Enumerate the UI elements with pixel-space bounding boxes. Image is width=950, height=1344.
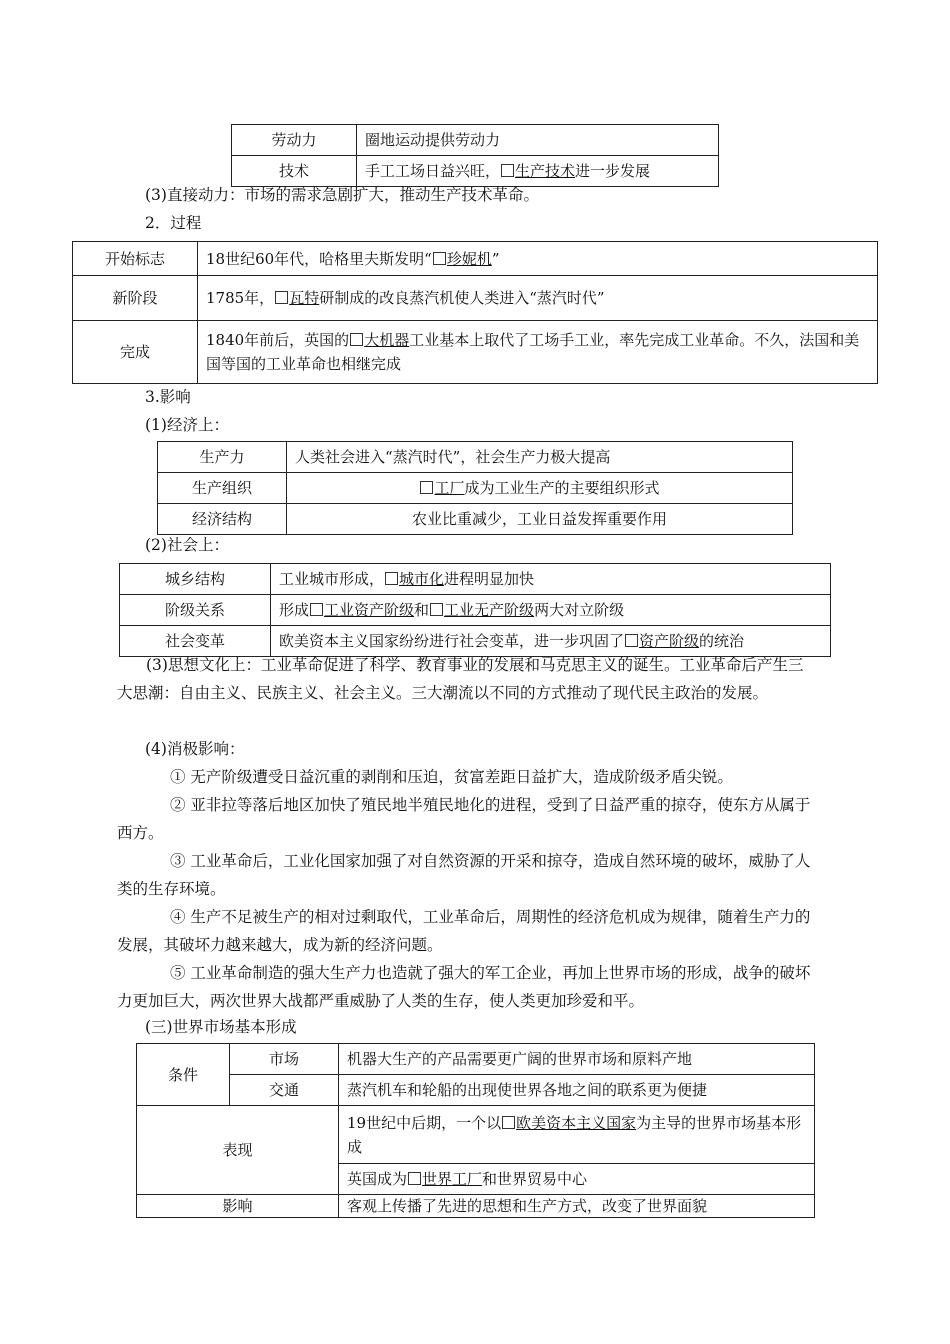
cell-label: 技术 — [232, 156, 357, 187]
cell-label: 经济结构 — [158, 504, 287, 535]
answer-blank: 生产技术 — [515, 162, 576, 180]
negative-item: ④ 生产不足被生产的相对过剩取代，工业革命后，周期性的经济危机成为规律，随着生产力的发展，其破坏力越来越大，成为新的经济问题。 — [117, 908, 811, 954]
cell-label: 条件 — [137, 1044, 230, 1106]
cell-label: 表现 — [137, 1106, 339, 1195]
heading-economic: (1)经济上： — [145, 416, 229, 434]
table-economic — [157, 441, 793, 535]
cell-content: 1785年， 瓦特研制成的改良蒸汽机使人类进入“蒸汽时代” — [198, 276, 878, 321]
cell-sublabel: 市场 — [230, 1044, 339, 1075]
cell-content: 形成 工业资产阶级和 工业无产阶级两大对立阶级 — [271, 595, 831, 626]
blank-box — [420, 481, 433, 494]
paragraph-culture: (3)思想文化上：工业革命促进了科学、教育事业的发展和马克思主义的诞生。工业革命后产生三大思潮：自由主义、民族主义、社会主义。三大潮流以不同的方式推动了现代民主政治的发展。 — [117, 656, 804, 702]
cell-content: 19世纪中后期，一个以 欧美资本主义国家为主导的世界市场基本形成 — [339, 1106, 815, 1164]
cell-content: 英国成为 世界工厂和世界贸易中心 — [339, 1164, 815, 1195]
blank-box — [430, 603, 443, 616]
cell-content: 工业城市形成， 城市化进程明显加快 — [271, 564, 831, 595]
cell-label: 开始标志 — [73, 242, 198, 276]
cell-label: 城乡结构 — [120, 564, 271, 595]
cell-label: 社会变革 — [120, 626, 271, 657]
answer-blank: 资产阶级 — [639, 632, 700, 650]
blank-box — [433, 252, 446, 265]
cell-sublabel: 交通 — [230, 1075, 339, 1106]
heading-impact: 3.影响 — [145, 388, 191, 406]
answer-blank: 欧美资本主义国家 — [516, 1113, 637, 1132]
blank-box — [385, 572, 398, 585]
cell-content: 欧美资本主义国家纷纷进行社会变革，进一步巩固了 资产阶级的统治 — [271, 626, 831, 657]
negative-item: ⑤ 工业革命制造的强大生产力也造就了强大的军工企业，再加上世界市场的形成，战争的破坏力更加巨大，两次世界大战都严重威胁了人类的生存，使人类更加珍爱和平。 — [117, 964, 811, 1010]
table-world-market — [136, 1043, 815, 1218]
blank-box — [350, 333, 363, 346]
answer-blank: 工业资产阶级 — [324, 601, 415, 619]
table-motivation — [231, 124, 719, 187]
cell-label: 完成 — [73, 321, 198, 384]
cell-content: 圈地运动提供劳动力 — [357, 125, 719, 156]
negative-item: ③ 工业革命后，工业化国家加强了对自然资源的开采和掠夺，造成自然环境的破坏，威胁了人类的生存环境。 — [117, 852, 811, 898]
blank-box — [501, 164, 514, 177]
cell-content: 工厂成为工业生产的主要组织形式 — [287, 473, 793, 504]
cell-label: 新阶段 — [73, 276, 198, 321]
heading-negative: (4)消极影响： — [145, 740, 245, 758]
answer-blank: 珍妮机 — [446, 249, 492, 268]
answer-blank: 世界工厂 — [422, 1170, 483, 1188]
heading-process: 2．过程 — [145, 214, 202, 232]
cell-content: 客观上传播了先进的思想和生产方式，改变了世界面貌 — [339, 1195, 815, 1218]
blank-box — [408, 1172, 421, 1185]
cell-content: 1840年前后，英国的 大机器工业基本上取代了工场手工业，率先完成工业革命。不久，法国和美国等国的工业革命也相继完成 — [198, 321, 878, 384]
answer-blank: 工业无产阶级 — [444, 601, 535, 619]
answer-blank: 城市化 — [399, 570, 445, 588]
negative-item: ① 无产阶级遭受日益沉重的剥削和压迫，贫富差距日益扩大，造成阶级矛盾尖锐。 — [170, 768, 733, 786]
cell-label: 生产组织 — [158, 473, 287, 504]
heading-world-market: (三)世界市场基本形成 — [145, 1018, 297, 1036]
paragraph-direct-driver: (3)直接动力：市场的需求急剧扩大，推动生产技术革命。 — [145, 186, 539, 204]
heading-social: (2)社会上： — [145, 536, 229, 554]
cell-content: 农业比重减少，工业日益发挥重要作用 — [287, 504, 793, 535]
cell-label: 劳动力 — [232, 125, 357, 156]
cell-content: 18世纪60年代，哈格里夫斯发明“ 珍妮机” — [198, 242, 878, 276]
table-process — [72, 241, 878, 384]
cell-content: 手工工场日益兴旺， 生产技术进一步发展 — [357, 156, 719, 187]
cell-label: 生产力 — [158, 442, 287, 473]
cell-label: 阶级关系 — [120, 595, 271, 626]
negative-item: ② 亚非拉等落后地区加快了殖民地半殖民地化的进程，受到了日益严重的掠夺，使东方从属于西方。 — [117, 796, 811, 842]
blank-box — [275, 291, 288, 304]
blank-box — [502, 1116, 515, 1129]
cell-content: 机器大生产的产品需要更广阔的世界市场和原料产地 — [339, 1044, 815, 1075]
cell-label: 影响 — [137, 1195, 339, 1218]
blank-box — [625, 634, 638, 647]
cell-content: 蒸汽机车和轮船的出现使世界各地之间的联系更为便捷 — [339, 1075, 815, 1106]
answer-blank: 瓦特 — [289, 289, 320, 307]
blank-box — [310, 603, 323, 616]
answer-blank: 工厂 — [434, 479, 465, 497]
answer-blank: 大机器 — [364, 331, 410, 349]
table-social — [119, 563, 831, 657]
cell-content: 人类社会进入“蒸汽时代”，社会生产力极大提高 — [287, 442, 793, 473]
